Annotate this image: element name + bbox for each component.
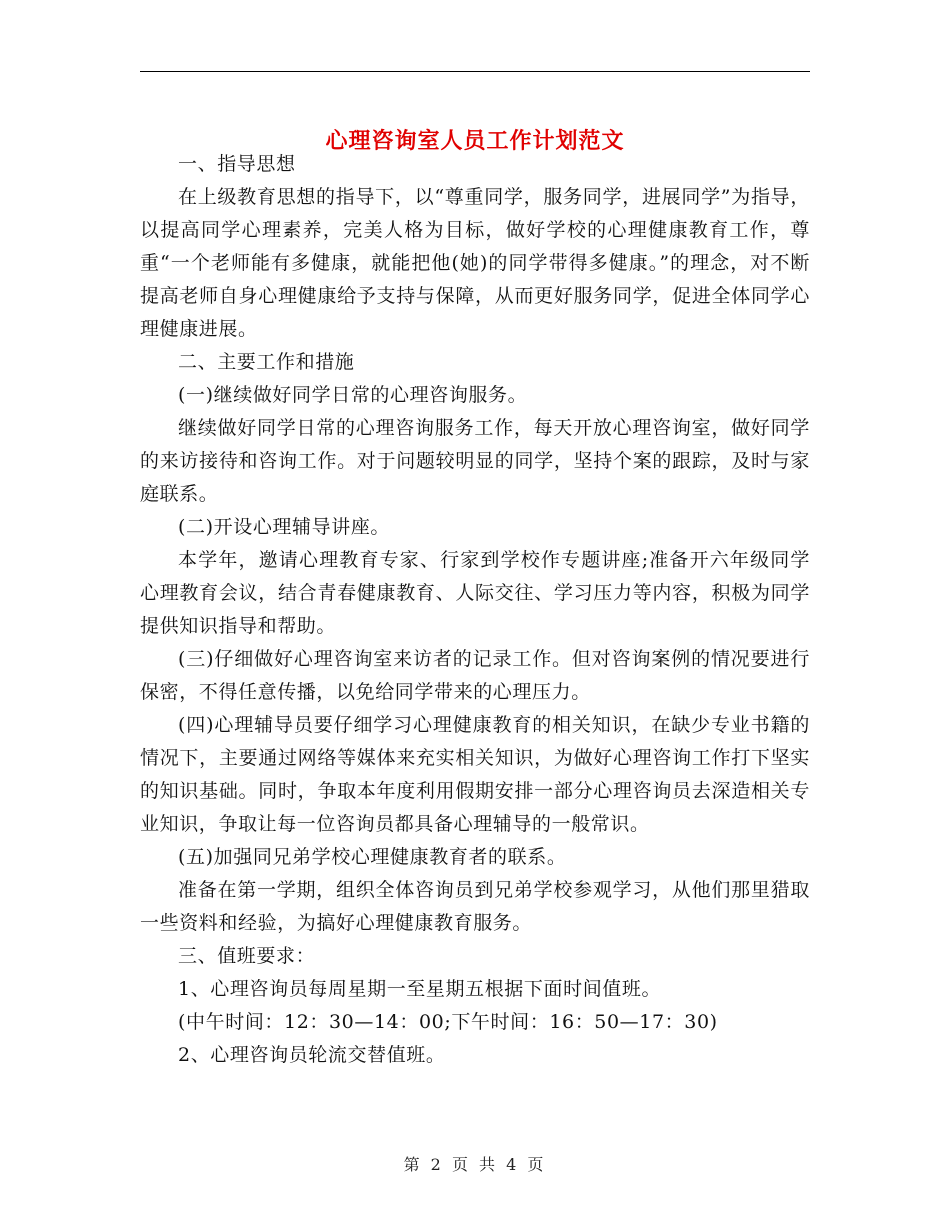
header-rule (140, 71, 810, 72)
page-number: 第 2 页 共 4 页 (403, 1155, 547, 1174)
paragraph-lectures: 本学年，邀请心理教育专家、行家到学校作专题讲座;准备开六年级同学心理教育会议，结合青春健康教育、人际交往、学习压力等内容，积极为同学提供知识指导和帮助。 (140, 549, 810, 637)
subheading-counseling-service: (一)继续做好同学日常的心理咨询服务。 (178, 384, 528, 406)
section-heading-duty: 三、值班要求： (178, 945, 316, 967)
subheading-lectures: (二)开设心理辅导讲座。 (178, 516, 391, 538)
duty-item-1: 1、心理咨询员每周星期一至星期五根据下面时间值班。 (178, 978, 662, 1000)
paragraph-guiding-ideology: 在上级教育思想的指导下，以“尊重同学，服务同学，进展同学”为指导，以提高同学心理素养，完美人格为目标，做好学校的心理健康教育工作，尊重“一个老师能有多健康，就能把他(她)的同学带得多健康。”的理念，对不断提高老师自身心理健康给予支持与保障，从而更好服务同学，促进全体同学心理健康进展。 (140, 186, 810, 340)
document-body (140, 148, 810, 1072)
paragraph-counselor-training: (四)心理辅导员要仔细学习心理健康教育的相关知识，在缺少专业书籍的情况下，主要通过网络等媒体来充实相关知识，为做好心理咨询工作打下坚实的知识基础。同时，争取本年度利用假期安排一部分心理咨询员去深造相关专业知识，争取让每一位咨询员都具备心理辅导的一般常识。 (140, 714, 810, 835)
duty-hours: (中午时间：12：30—14：00;下午时间：16：50—17：30) (178, 1011, 718, 1033)
paragraph-school-liaison: 准备在第一学期，组织全体咨询员到兄弟学校参观学习，从他们那里猎取一些资料和经验，为搞好心理健康教育服务。 (140, 879, 810, 934)
duty-item-2: 2、心理咨询员轮流交替值班。 (178, 1044, 446, 1066)
paragraph-records: (三)仔细做好心理咨询室来访者的记录工作。但对咨询案例的情况要进行保密，不得任意传播，以免给同学带来的心理压力。 (140, 648, 810, 703)
paragraph-counseling-service: 继续做好同学日常的心理咨询服务工作，每天开放心理咨询室，做好同学的来访接待和咨询工作。对于问题较明显的同学，坚持个案的跟踪，及时与家庭联系。 (140, 417, 810, 505)
subheading-school-liaison: (五)加强同兄弟学校心理健康教育者的联系。 (178, 846, 567, 868)
section-heading-main-work: 二、主要工作和措施 (178, 351, 355, 373)
section-heading-guiding-ideology: 一、指导思想 (178, 153, 296, 175)
page-title: 心理咨询室人员工作计划范文 (325, 127, 625, 154)
